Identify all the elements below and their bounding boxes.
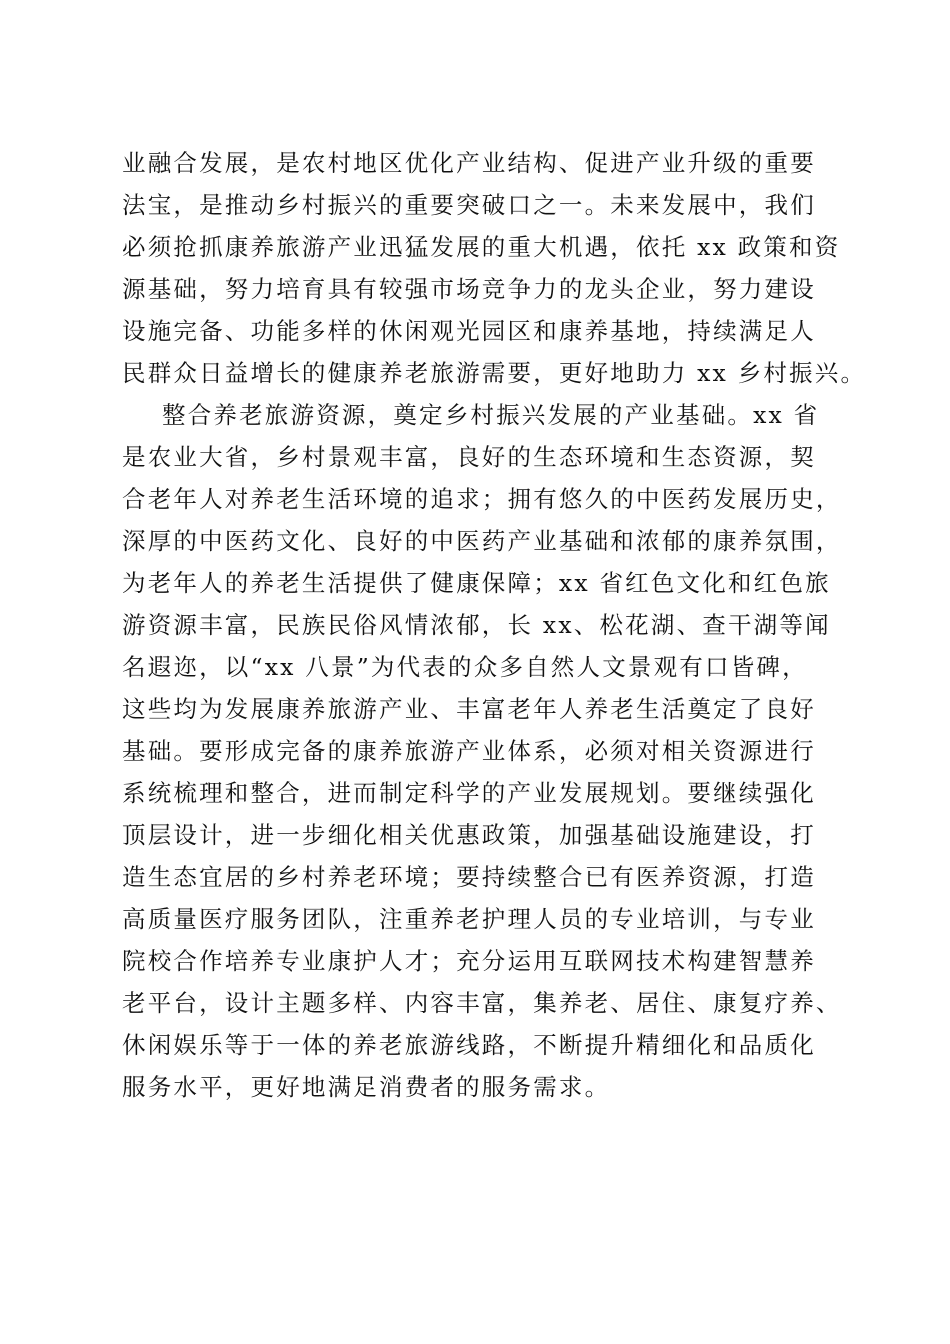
text-line: 这些均为发展康养旅游产业、丰富老年人养老生活奠定了良好: [122, 695, 816, 723]
text-line-indented: 整合养老旅游资源，奠定乡村振兴发展的产业基础。xx 省: [162, 401, 820, 429]
text-line: 深厚的中医药文化、良好的中医药产业基础和浓郁的康养氛围，: [122, 527, 842, 555]
text-line: 造生态宜居的乡村养老环境；要持续整合已有医养资源，打造: [122, 863, 816, 891]
text-line: 名遐迩，以“xx 八景”为代表的众多自然人文景观有口皆碑，: [122, 653, 808, 681]
text-line: 设施完备、功能多样的休闲观光园区和康养基地，持续满足人: [122, 317, 816, 345]
text-line: 休闲娱乐等于一体的养老旅游线路，不断提升精细化和品质化: [122, 1031, 816, 1059]
text-line: 必须抢抓康养旅游产业迅猛发展的重大机遇，依托 xx 政策和资: [122, 233, 841, 261]
text-line: 民群众日益增长的健康养老旅游需要，更好地助力 xx 乡村振兴。: [122, 359, 867, 387]
text-line: 高质量医疗服务团队，注重养老护理人员的专业培训，与专业: [122, 905, 816, 933]
text-line: 基础。要形成完备的康养旅游产业体系，必须对相关资源进行: [122, 737, 816, 765]
paragraph-2: [122, 394, 842, 1108]
text-line: 顶层设计，进一步细化相关优惠政策，加强基础设施建设，打: [122, 821, 816, 849]
text-line: 院校合作培养专业康护人才；充分运用互联网技术构建智慧养: [122, 947, 816, 975]
text-line: 服务水平，更好地满足消费者的服务需求。: [122, 1073, 611, 1101]
text-line: 法宝，是推动乡村振兴的重要突破口之一。未来发展中，我们: [122, 191, 816, 219]
text-line: 为老年人的养老生活提供了健康保障；xx 省红色文化和红色旅: [122, 569, 831, 597]
text-line: 系统梳理和整合，进而制定科学的产业发展规划。要继续强化: [122, 779, 816, 807]
text-line: 游资源丰富，民族民俗风情浓郁，长 xx、松花湖、查干湖等闻: [122, 611, 831, 639]
paragraph-1: [122, 142, 867, 394]
text-line: 是农业大省，乡村景观丰富，良好的生态环境和生态资源，契: [122, 443, 816, 471]
text-line: 合老年人对养老生活环境的追求；拥有悠久的中医药发展历史，: [122, 485, 842, 513]
text-line: 源基础，努力培育具有较强市场竞争力的龙头企业，努力建设: [122, 275, 816, 303]
text-line: 业融合发展，是农村地区优化产业结构、促进产业升级的重要: [122, 149, 816, 177]
text-line: 老平台，设计主题多样、内容丰富，集养老、居住、康复疗养、: [122, 989, 842, 1017]
body-text: [122, 142, 867, 1108]
